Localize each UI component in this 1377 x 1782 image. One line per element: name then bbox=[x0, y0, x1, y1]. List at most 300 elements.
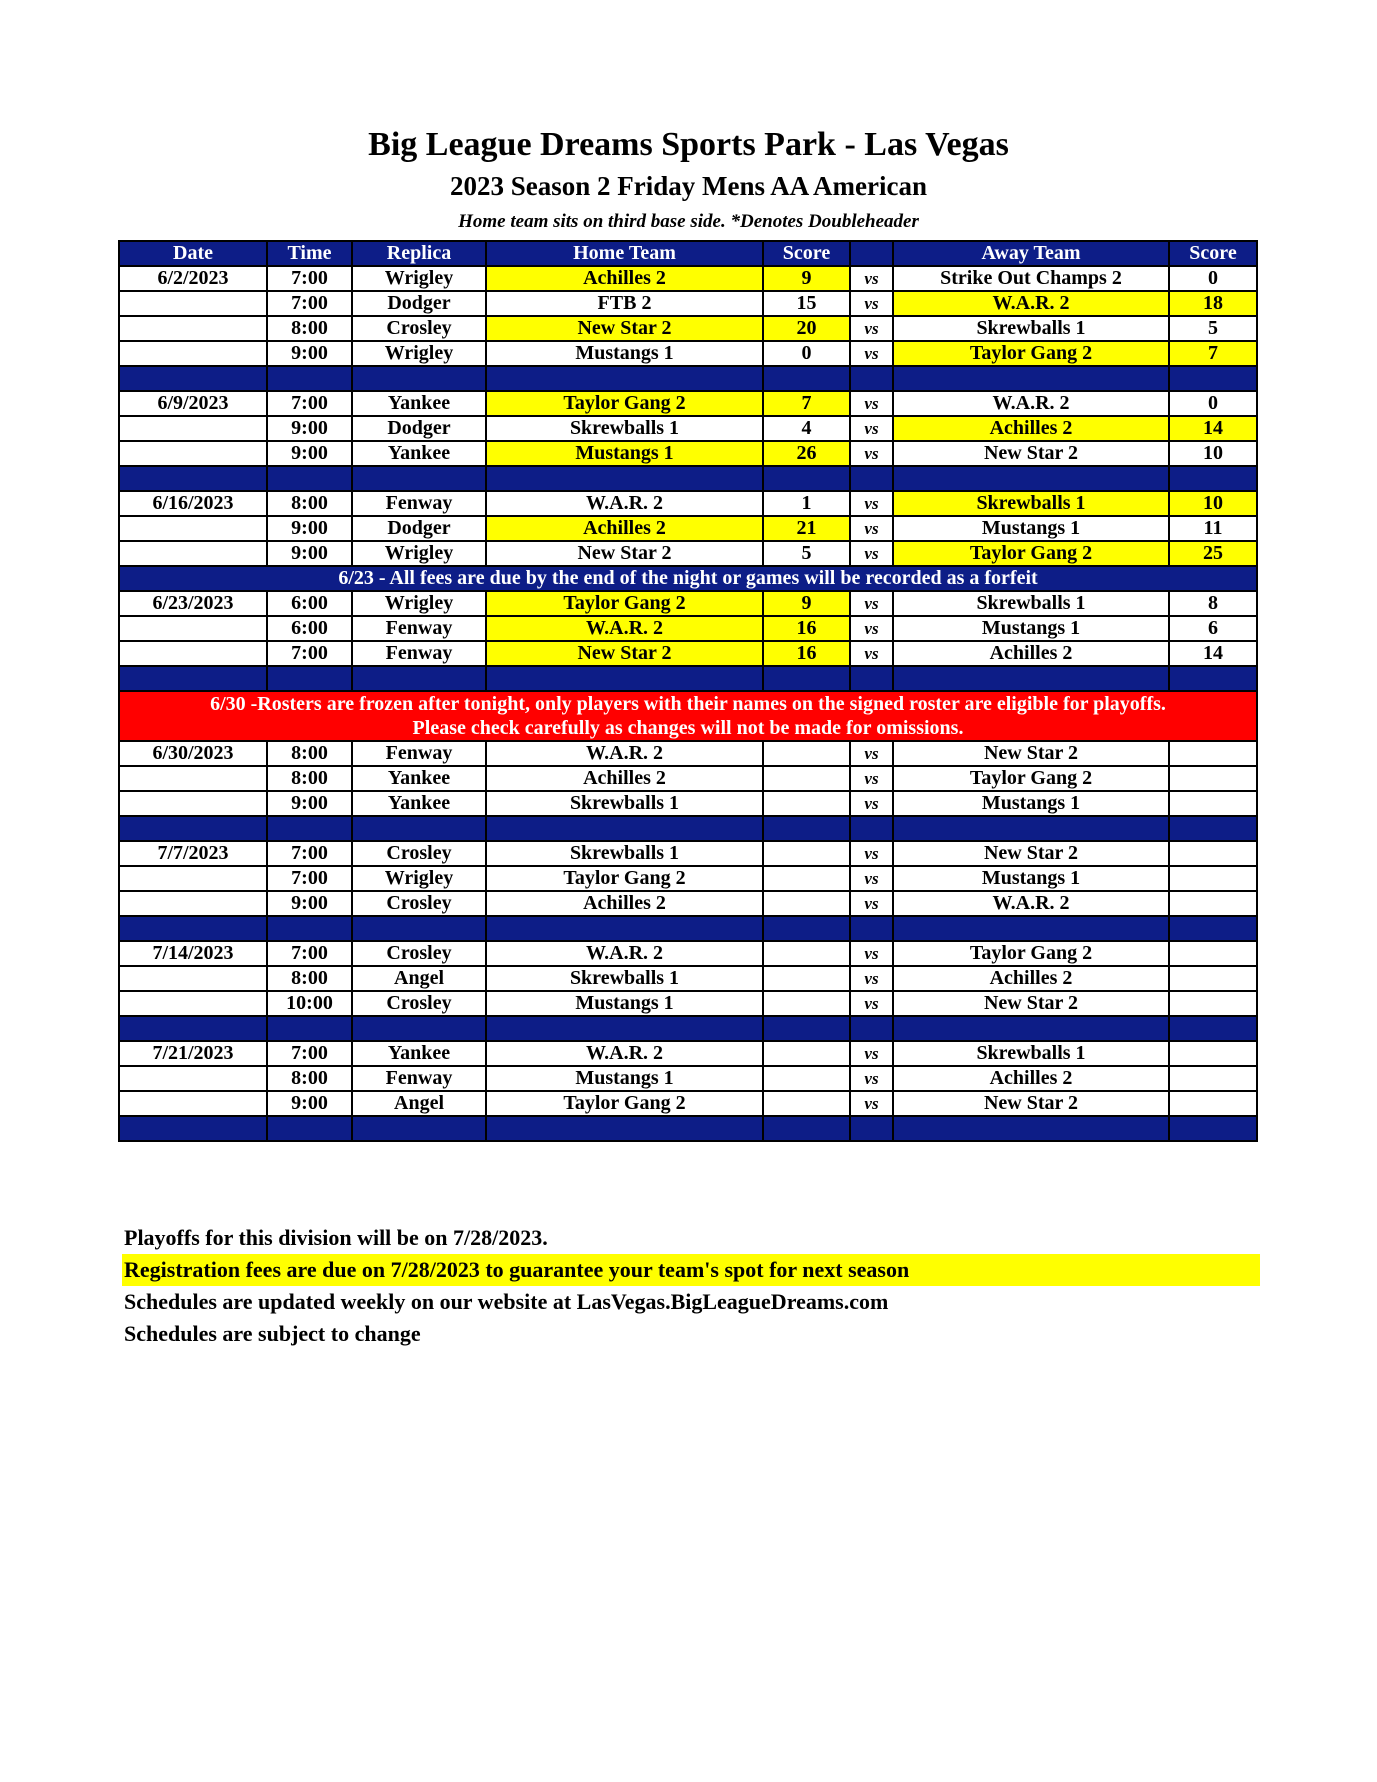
away-score-cell bbox=[1169, 1091, 1257, 1116]
home-team-cell: Taylor Gang 2 bbox=[486, 391, 763, 416]
away-score-cell: 8 bbox=[1169, 591, 1257, 616]
schedule-note: Home team sits on third base side. *Denotes Doubleheader bbox=[458, 211, 919, 232]
separator-cell bbox=[267, 1116, 352, 1141]
separator-cell bbox=[1169, 816, 1257, 841]
date-cell: 7/21/2023 bbox=[119, 1041, 267, 1066]
home-team-cell: Taylor Gang 2 bbox=[486, 591, 763, 616]
away-team-cell: Mustangs 1 bbox=[893, 516, 1169, 541]
separator-cell bbox=[486, 466, 763, 491]
time-cell: 9:00 bbox=[267, 516, 352, 541]
game-row bbox=[119, 641, 1257, 666]
week-separator-row bbox=[119, 466, 1257, 491]
home-score-cell: 26 bbox=[763, 441, 850, 466]
vs-cell: vs bbox=[850, 541, 893, 566]
field-cell: Crosley bbox=[352, 941, 486, 966]
away-score-cell: 0 bbox=[1169, 266, 1257, 291]
time-cell: 9:00 bbox=[267, 791, 352, 816]
home-score-cell bbox=[763, 1066, 850, 1091]
field-cell: Yankee bbox=[352, 1041, 486, 1066]
week-separator-row bbox=[119, 1116, 1257, 1141]
away-team-cell: Taylor Gang 2 bbox=[893, 541, 1169, 566]
week-separator-row bbox=[119, 816, 1257, 841]
vs-cell: vs bbox=[850, 641, 893, 666]
separator-cell bbox=[893, 366, 1169, 391]
home-score-cell bbox=[763, 941, 850, 966]
vs-cell: vs bbox=[850, 741, 893, 766]
game-row bbox=[119, 766, 1257, 791]
home-score-cell: 0 bbox=[763, 341, 850, 366]
separator-cell bbox=[850, 1116, 893, 1141]
separator-cell bbox=[850, 466, 893, 491]
game-row bbox=[119, 391, 1257, 416]
field-cell: Fenway bbox=[352, 1066, 486, 1091]
game-row bbox=[119, 1066, 1257, 1091]
vs-cell: vs bbox=[850, 1041, 893, 1066]
game-row bbox=[119, 341, 1257, 366]
game-row bbox=[119, 966, 1257, 991]
date-cell bbox=[119, 291, 267, 316]
date-cell: 7/14/2023 bbox=[119, 941, 267, 966]
away-team-cell: Achilles 2 bbox=[893, 416, 1169, 441]
home-score-cell: 20 bbox=[763, 316, 850, 341]
game-row bbox=[119, 1041, 1257, 1066]
home-score-cell: 15 bbox=[763, 291, 850, 316]
separator-cell bbox=[1169, 666, 1257, 691]
page-subtitle: 2023 Season 2 Friday Mens AA American bbox=[450, 171, 927, 201]
col-header-vs bbox=[850, 241, 893, 266]
time-cell: 9:00 bbox=[267, 1091, 352, 1116]
home-score-cell bbox=[763, 1041, 850, 1066]
separator-cell bbox=[119, 1116, 267, 1141]
home-team-cell: New Star 2 bbox=[486, 641, 763, 666]
home-score-cell bbox=[763, 741, 850, 766]
date-cell: 6/30/2023 bbox=[119, 741, 267, 766]
game-row bbox=[119, 1091, 1257, 1116]
separator-cell bbox=[267, 466, 352, 491]
separator-cell bbox=[850, 816, 893, 841]
date-cell bbox=[119, 641, 267, 666]
vs-cell: vs bbox=[850, 841, 893, 866]
separator-cell bbox=[893, 466, 1169, 491]
game-row bbox=[119, 291, 1257, 316]
separator-cell bbox=[352, 366, 486, 391]
time-cell: 9:00 bbox=[267, 541, 352, 566]
date-cell bbox=[119, 966, 267, 991]
roster-alert-line1: 6/30 -Rosters are frozen after tonight, only players with their names on the signed roster are eligible for playoffs. bbox=[210, 693, 1166, 715]
game-row bbox=[119, 941, 1257, 966]
separator-cell bbox=[352, 1116, 486, 1141]
roster-alert bbox=[119, 691, 1257, 741]
away-score-cell bbox=[1169, 766, 1257, 791]
week-separator-row bbox=[119, 666, 1257, 691]
separator-cell bbox=[850, 1016, 893, 1041]
away-team-cell: Taylor Gang 2 bbox=[893, 941, 1169, 966]
home-score-cell bbox=[763, 791, 850, 816]
time-cell: 10:00 bbox=[267, 991, 352, 1016]
date-cell bbox=[119, 616, 267, 641]
vs-cell: vs bbox=[850, 866, 893, 891]
date-cell bbox=[119, 891, 267, 916]
date-cell bbox=[119, 316, 267, 341]
date-cell bbox=[119, 991, 267, 1016]
game-row bbox=[119, 991, 1257, 1016]
field-cell: Fenway bbox=[352, 616, 486, 641]
home-team-cell: W.A.R. 2 bbox=[486, 1041, 763, 1066]
time-cell: 9:00 bbox=[267, 416, 352, 441]
home-score-cell: 1 bbox=[763, 491, 850, 516]
vs-cell: vs bbox=[850, 391, 893, 416]
vs-cell: vs bbox=[850, 491, 893, 516]
schedule-body bbox=[119, 266, 1257, 1141]
away-team-cell: Achilles 2 bbox=[893, 1066, 1169, 1091]
game-row bbox=[119, 741, 1257, 766]
vs-cell: vs bbox=[850, 766, 893, 791]
home-team-cell: Achilles 2 bbox=[486, 891, 763, 916]
time-cell: 8:00 bbox=[267, 766, 352, 791]
separator-cell bbox=[1169, 466, 1257, 491]
home-score-cell: 5 bbox=[763, 541, 850, 566]
date-cell: 6/16/2023 bbox=[119, 491, 267, 516]
time-cell: 7:00 bbox=[267, 391, 352, 416]
time-cell: 7:00 bbox=[267, 866, 352, 891]
col-header-away-score: Score bbox=[1169, 241, 1257, 266]
away-team-cell: New Star 2 bbox=[893, 841, 1169, 866]
away-team-cell: Skrewballs 1 bbox=[893, 316, 1169, 341]
away-score-cell: 6 bbox=[1169, 616, 1257, 641]
separator-cell bbox=[850, 366, 893, 391]
away-team-cell: New Star 2 bbox=[893, 1091, 1169, 1116]
field-cell: Angel bbox=[352, 1091, 486, 1116]
separator-cell bbox=[486, 916, 763, 941]
field-cell: Fenway bbox=[352, 641, 486, 666]
separator-cell bbox=[119, 366, 267, 391]
field-cell: Wrigley bbox=[352, 866, 486, 891]
time-cell: 7:00 bbox=[267, 266, 352, 291]
away-score-cell bbox=[1169, 966, 1257, 991]
separator-cell bbox=[893, 666, 1169, 691]
home-team-cell: Mustangs 1 bbox=[486, 1066, 763, 1091]
time-cell: 8:00 bbox=[267, 1066, 352, 1091]
time-cell: 8:00 bbox=[267, 316, 352, 341]
separator-cell bbox=[352, 1016, 486, 1041]
away-team-cell: Skrewballs 1 bbox=[893, 591, 1169, 616]
field-cell: Crosley bbox=[352, 991, 486, 1016]
home-score-cell bbox=[763, 866, 850, 891]
col-header-date: Date bbox=[119, 241, 267, 266]
field-cell: Wrigley bbox=[352, 341, 486, 366]
away-team-cell: W.A.R. 2 bbox=[893, 891, 1169, 916]
game-row bbox=[119, 866, 1257, 891]
away-score-cell: 14 bbox=[1169, 641, 1257, 666]
home-team-cell: W.A.R. 2 bbox=[486, 941, 763, 966]
away-score-cell: 5 bbox=[1169, 316, 1257, 341]
game-row bbox=[119, 416, 1257, 441]
home-team-cell: W.A.R. 2 bbox=[486, 741, 763, 766]
game-row bbox=[119, 316, 1257, 341]
away-score-cell bbox=[1169, 991, 1257, 1016]
change-note: Schedules are subject to change bbox=[124, 1321, 421, 1346]
separator-cell bbox=[486, 1116, 763, 1141]
away-score-cell bbox=[1169, 941, 1257, 966]
home-team-cell: New Star 2 bbox=[486, 541, 763, 566]
separator-cell bbox=[119, 666, 267, 691]
time-cell: 8:00 bbox=[267, 741, 352, 766]
week-separator-row bbox=[119, 1016, 1257, 1041]
col-header-home-score: Score bbox=[763, 241, 850, 266]
date-cell: 6/2/2023 bbox=[119, 266, 267, 291]
date-cell bbox=[119, 1091, 267, 1116]
vs-cell: vs bbox=[850, 416, 893, 441]
home-team-cell: Achilles 2 bbox=[486, 766, 763, 791]
away-score-cell: 10 bbox=[1169, 491, 1257, 516]
home-score-cell bbox=[763, 891, 850, 916]
home-team-cell: New Star 2 bbox=[486, 316, 763, 341]
away-score-cell bbox=[1169, 866, 1257, 891]
separator-cell bbox=[893, 1016, 1169, 1041]
separator-cell bbox=[352, 916, 486, 941]
col-header-away-team: Away Team bbox=[893, 241, 1169, 266]
vs-cell: vs bbox=[850, 991, 893, 1016]
away-team-cell: W.A.R. 2 bbox=[893, 291, 1169, 316]
away-team-cell: Strike Out Champs 2 bbox=[893, 266, 1169, 291]
home-team-cell: W.A.R. 2 bbox=[486, 491, 763, 516]
separator-cell bbox=[486, 666, 763, 691]
separator-cell bbox=[267, 366, 352, 391]
separator-cell bbox=[763, 466, 850, 491]
away-score-cell bbox=[1169, 1041, 1257, 1066]
away-score-cell: 25 bbox=[1169, 541, 1257, 566]
away-team-cell: New Star 2 bbox=[893, 741, 1169, 766]
game-row bbox=[119, 441, 1257, 466]
away-score-cell: 0 bbox=[1169, 391, 1257, 416]
home-score-cell bbox=[763, 991, 850, 1016]
date-cell bbox=[119, 441, 267, 466]
field-cell: Dodger bbox=[352, 516, 486, 541]
separator-cell bbox=[1169, 1116, 1257, 1141]
vs-cell: vs bbox=[850, 966, 893, 991]
vs-cell: vs bbox=[850, 316, 893, 341]
separator-cell bbox=[763, 666, 850, 691]
home-score-cell bbox=[763, 766, 850, 791]
vs-cell: vs bbox=[850, 516, 893, 541]
col-header-home-team: Home Team bbox=[486, 241, 763, 266]
time-cell: 7:00 bbox=[267, 291, 352, 316]
separator-cell bbox=[119, 1016, 267, 1041]
away-team-cell: Skrewballs 1 bbox=[893, 1041, 1169, 1066]
game-row bbox=[119, 491, 1257, 516]
away-team-cell: Skrewballs 1 bbox=[893, 491, 1169, 516]
home-score-cell: 9 bbox=[763, 266, 850, 291]
time-cell: 9:00 bbox=[267, 341, 352, 366]
time-cell: 7:00 bbox=[267, 641, 352, 666]
date-cell bbox=[119, 341, 267, 366]
schedule-table bbox=[118, 240, 1258, 1142]
vs-cell: vs bbox=[850, 591, 893, 616]
home-team-cell: Taylor Gang 2 bbox=[486, 866, 763, 891]
separator-cell bbox=[352, 666, 486, 691]
date-cell bbox=[119, 866, 267, 891]
field-cell: Angel bbox=[352, 966, 486, 991]
away-score-cell bbox=[1169, 791, 1257, 816]
home-score-cell: 9 bbox=[763, 591, 850, 616]
field-cell: Dodger bbox=[352, 416, 486, 441]
away-team-cell: Achilles 2 bbox=[893, 966, 1169, 991]
field-cell: Yankee bbox=[352, 766, 486, 791]
vs-cell: vs bbox=[850, 891, 893, 916]
away-score-cell bbox=[1169, 741, 1257, 766]
vs-cell: vs bbox=[850, 266, 893, 291]
away-score-cell: 18 bbox=[1169, 291, 1257, 316]
time-cell: 6:00 bbox=[267, 616, 352, 641]
field-cell: Fenway bbox=[352, 741, 486, 766]
separator-cell bbox=[267, 1016, 352, 1041]
separator-cell bbox=[1169, 916, 1257, 941]
away-score-cell: 11 bbox=[1169, 516, 1257, 541]
home-team-cell: Achilles 2 bbox=[486, 266, 763, 291]
home-team-cell: Skrewballs 1 bbox=[486, 416, 763, 441]
separator-cell bbox=[763, 816, 850, 841]
home-team-cell: Taylor Gang 2 bbox=[486, 1091, 763, 1116]
game-row bbox=[119, 591, 1257, 616]
away-team-cell: Taylor Gang 2 bbox=[893, 341, 1169, 366]
vs-cell: vs bbox=[850, 941, 893, 966]
away-score-cell: 14 bbox=[1169, 416, 1257, 441]
home-score-cell: 4 bbox=[763, 416, 850, 441]
separator-cell bbox=[267, 666, 352, 691]
field-cell: Crosley bbox=[352, 891, 486, 916]
away-score-cell bbox=[1169, 841, 1257, 866]
separator-cell bbox=[352, 816, 486, 841]
separator-cell bbox=[893, 916, 1169, 941]
separator-cell bbox=[119, 916, 267, 941]
col-header-replica: Replica bbox=[352, 241, 486, 266]
away-score-cell bbox=[1169, 891, 1257, 916]
game-row bbox=[119, 541, 1257, 566]
date-cell bbox=[119, 516, 267, 541]
separator-cell bbox=[850, 666, 893, 691]
table-header-row bbox=[119, 241, 1257, 266]
separator-cell bbox=[119, 816, 267, 841]
time-cell: 9:00 bbox=[267, 441, 352, 466]
page-title: Big League Dreams Sports Park - Las Vegas bbox=[368, 126, 1009, 163]
home-score-cell: 16 bbox=[763, 641, 850, 666]
separator-cell bbox=[486, 816, 763, 841]
vs-cell: vs bbox=[850, 616, 893, 641]
separator-cell bbox=[119, 466, 267, 491]
field-cell: Yankee bbox=[352, 441, 486, 466]
home-score-cell bbox=[763, 966, 850, 991]
footer-notes bbox=[122, 1222, 1260, 1350]
home-team-cell: W.A.R. 2 bbox=[486, 616, 763, 641]
game-row bbox=[119, 791, 1257, 816]
away-team-cell: Taylor Gang 2 bbox=[893, 766, 1169, 791]
separator-cell bbox=[486, 366, 763, 391]
time-cell: 8:00 bbox=[267, 491, 352, 516]
vs-cell: vs bbox=[850, 1066, 893, 1091]
home-team-cell: Achilles 2 bbox=[486, 516, 763, 541]
vs-cell: vs bbox=[850, 291, 893, 316]
home-score-cell: 21 bbox=[763, 516, 850, 541]
home-team-cell: Skrewballs 1 bbox=[486, 841, 763, 866]
away-team-cell: Mustangs 1 bbox=[893, 791, 1169, 816]
away-team-cell: New Star 2 bbox=[893, 441, 1169, 466]
separator-cell bbox=[267, 816, 352, 841]
separator-cell bbox=[893, 816, 1169, 841]
time-cell: 8:00 bbox=[267, 966, 352, 991]
separator-cell bbox=[1169, 1016, 1257, 1041]
separator-cell bbox=[763, 1116, 850, 1141]
separator-cell bbox=[763, 1016, 850, 1041]
website-note: Schedules are updated weekly on our website at LasVegas.BigLeagueDreams.com bbox=[124, 1289, 889, 1314]
away-team-cell: New Star 2 bbox=[893, 991, 1169, 1016]
time-cell: 6:00 bbox=[267, 591, 352, 616]
field-cell: Dodger bbox=[352, 291, 486, 316]
game-row bbox=[119, 841, 1257, 866]
home-team-cell: Skrewballs 1 bbox=[486, 791, 763, 816]
separator-cell bbox=[763, 916, 850, 941]
registration-note: Registration fees are due on 7/28/2023 to guarantee your team's spot for next season bbox=[122, 1254, 1260, 1286]
roster-alert-line2: Please check carefully as changes will not be made for omissions. bbox=[412, 717, 964, 739]
home-score-cell bbox=[763, 841, 850, 866]
playoffs-note: Playoffs for this division will be on 7/28/2023. bbox=[124, 1225, 548, 1250]
date-cell bbox=[119, 766, 267, 791]
home-score-cell: 16 bbox=[763, 616, 850, 641]
vs-cell: vs bbox=[850, 441, 893, 466]
field-cell: Wrigley bbox=[352, 266, 486, 291]
field-cell: Wrigley bbox=[352, 591, 486, 616]
vs-cell: vs bbox=[850, 791, 893, 816]
separator-cell bbox=[267, 916, 352, 941]
vs-cell: vs bbox=[850, 341, 893, 366]
separator-cell bbox=[486, 1016, 763, 1041]
fee-notice: 6/23 - All fees are due by the end of the night or games will be recorded as a forfeit bbox=[119, 566, 1257, 591]
date-cell: 7/7/2023 bbox=[119, 841, 267, 866]
home-team-cell: Mustangs 1 bbox=[486, 341, 763, 366]
time-cell: 7:00 bbox=[267, 941, 352, 966]
separator-cell bbox=[1169, 366, 1257, 391]
date-cell bbox=[119, 1066, 267, 1091]
away-score-cell bbox=[1169, 1066, 1257, 1091]
home-team-cell: Mustangs 1 bbox=[486, 991, 763, 1016]
separator-cell bbox=[893, 1116, 1169, 1141]
roster-alert-row bbox=[119, 691, 1257, 741]
time-cell: 9:00 bbox=[267, 891, 352, 916]
field-cell: Crosley bbox=[352, 316, 486, 341]
vs-cell: vs bbox=[850, 1091, 893, 1116]
date-cell bbox=[119, 791, 267, 816]
separator-cell bbox=[352, 466, 486, 491]
game-row bbox=[119, 516, 1257, 541]
field-cell: Fenway bbox=[352, 491, 486, 516]
home-team-cell: Skrewballs 1 bbox=[486, 966, 763, 991]
field-cell: Wrigley bbox=[352, 541, 486, 566]
separator-cell bbox=[850, 916, 893, 941]
home-score-cell: 7 bbox=[763, 391, 850, 416]
field-cell: Crosley bbox=[352, 841, 486, 866]
col-header-time: Time bbox=[267, 241, 352, 266]
game-row bbox=[119, 616, 1257, 641]
away-team-cell: Achilles 2 bbox=[893, 641, 1169, 666]
game-row bbox=[119, 266, 1257, 291]
week-separator-row bbox=[119, 916, 1257, 941]
game-row bbox=[119, 891, 1257, 916]
fee-notice-row bbox=[119, 566, 1257, 591]
home-team-cell: FTB 2 bbox=[486, 291, 763, 316]
home-score-cell bbox=[763, 1091, 850, 1116]
time-cell: 7:00 bbox=[267, 841, 352, 866]
home-team-cell: Mustangs 1 bbox=[486, 441, 763, 466]
time-cell: 7:00 bbox=[267, 1041, 352, 1066]
